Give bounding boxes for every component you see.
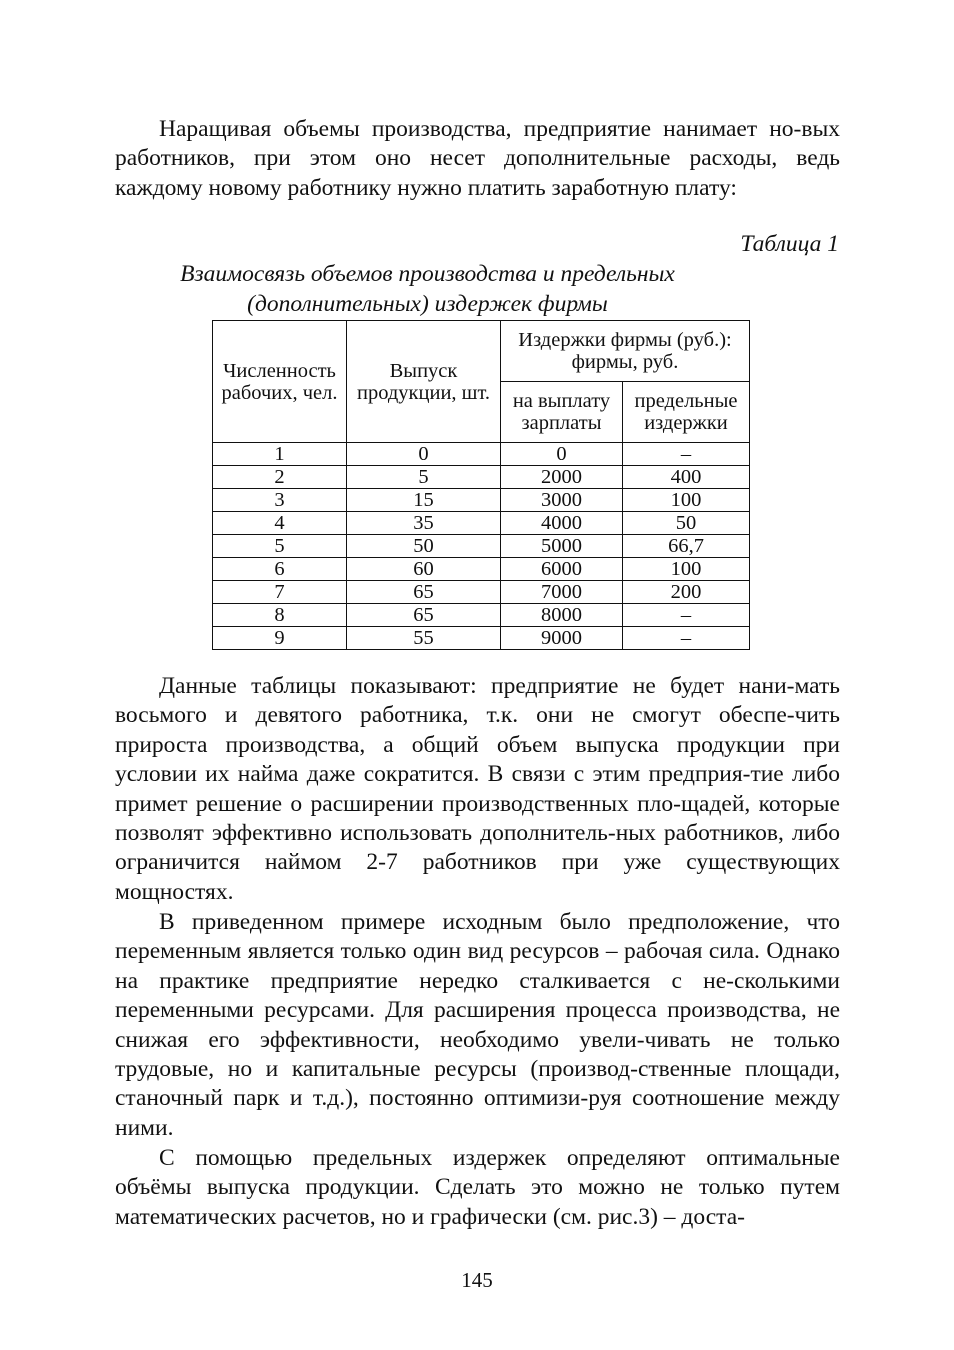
cell-output: 50 [347,535,501,558]
header-wages: на выплату зарплаты [501,382,623,443]
cell-output: 0 [347,443,501,466]
paragraph-analysis-text: Данные таблицы показывают: предприятие не будет нани-мать восьмого и девятого работника, т.к. они не смогут обеспе-чить прироста производства, а общий объем выпуска продукции при условии их найма даже сократится. В связи с этим предприя-тие либо примет решение о расширении производственных пло-щадей, которые позволят эффективно использовать дополнитель-ных работников, либо ограничится наймом 2-7 работников при уже существующих мощностях. [115,673,840,905]
table-row [213,604,750,627]
cell-workers: 5 [213,535,347,558]
cell-output: 65 [347,581,501,604]
cell-output: 65 [347,604,501,627]
cell-workers: 7 [213,581,347,604]
cell-workers: 1 [213,443,347,466]
cell-marginal: – [623,604,750,627]
cell-workers: 8 [213,604,347,627]
cell-marginal: 100 [623,489,750,512]
table-row [213,558,750,581]
cell-output: 35 [347,512,501,535]
cell-wages: 5000 [501,535,623,558]
table-body [213,443,750,650]
table-title-line-2: (дополнительных) издержек фирмы [247,291,608,317]
cell-marginal: 200 [623,581,750,604]
cell-marginal: – [623,443,750,466]
cell-workers: 2 [213,466,347,489]
cell-output: 60 [347,558,501,581]
header-marginal-costs: предельные издержки [623,382,750,443]
cell-wages: 6000 [501,558,623,581]
header-costs-group: Издержки фирмы (руб.): фирмы, руб. [501,321,750,382]
paragraph-analysis [115,672,840,907]
data-table [212,320,750,650]
cell-wages: 2000 [501,466,623,489]
table-label: Таблица 1 [740,231,839,257]
cell-wages: 0 [501,443,623,466]
table-row [213,581,750,604]
cell-workers: 4 [213,512,347,535]
cell-marginal: 66,7 [623,535,750,558]
paragraph-example [115,908,840,1143]
cell-output: 15 [347,489,501,512]
paragraph-marginal [115,1144,840,1232]
table-title-line-1: Взаимосвязь объемов производства и предельных [180,261,675,287]
cell-marginal: 400 [623,466,750,489]
table-row [213,627,750,650]
page-number: 145 [461,1268,493,1292]
table-title [65,259,790,319]
cell-wages: 3000 [501,489,623,512]
cell-marginal: 50 [623,512,750,535]
cell-workers: 6 [213,558,347,581]
cell-wages: 7000 [501,581,623,604]
table-row [213,443,750,466]
header-output: Выпуск продукции, шт. [347,321,501,443]
cell-marginal: 100 [623,558,750,581]
cell-wages: 8000 [501,604,623,627]
paragraph-intro-text: Наращивая объемы производства, предприятие нанимает но-вых работников, при этом оно несет дополнительные расходы, ведь каждому новому работнику нужно платить заработную плату: [115,116,840,201]
cell-workers: 9 [213,627,347,650]
cell-wages: 9000 [501,627,623,650]
paragraph-example-text: В приведенном примере исходным было предположение, что переменным является только один вид ресурсов – рабочая сила. Однако на практике предприятие нередко сталкивается с не-сколькими переменными ресурсами. Для расширения процесса производства, не снижая его эффективности, необходимо увели-чивать не только трудовые, но и капитальные ресурсы (производ-ственные площади, станочный парк и т.д.), постоянно оптимизи-руя соотношение между ними. [115,909,840,1141]
table-row [213,466,750,489]
table-row [213,512,750,535]
cell-marginal: – [623,627,750,650]
paragraph-marginal-text: С помощью предельных издержек определяют оптимальные объёмы выпуска продукции. Сделать это можно не только путем математических расчетов, но и графически (см. рис.3) – доста- [115,1145,840,1230]
header-workers: Численность рабочих, чел. [213,321,347,443]
cell-wages: 4000 [501,512,623,535]
table-row [213,535,750,558]
table-row [213,489,750,512]
cell-output: 55 [347,627,501,650]
paragraph-intro [115,115,840,203]
cell-workers: 3 [213,489,347,512]
cell-output: 5 [347,466,501,489]
